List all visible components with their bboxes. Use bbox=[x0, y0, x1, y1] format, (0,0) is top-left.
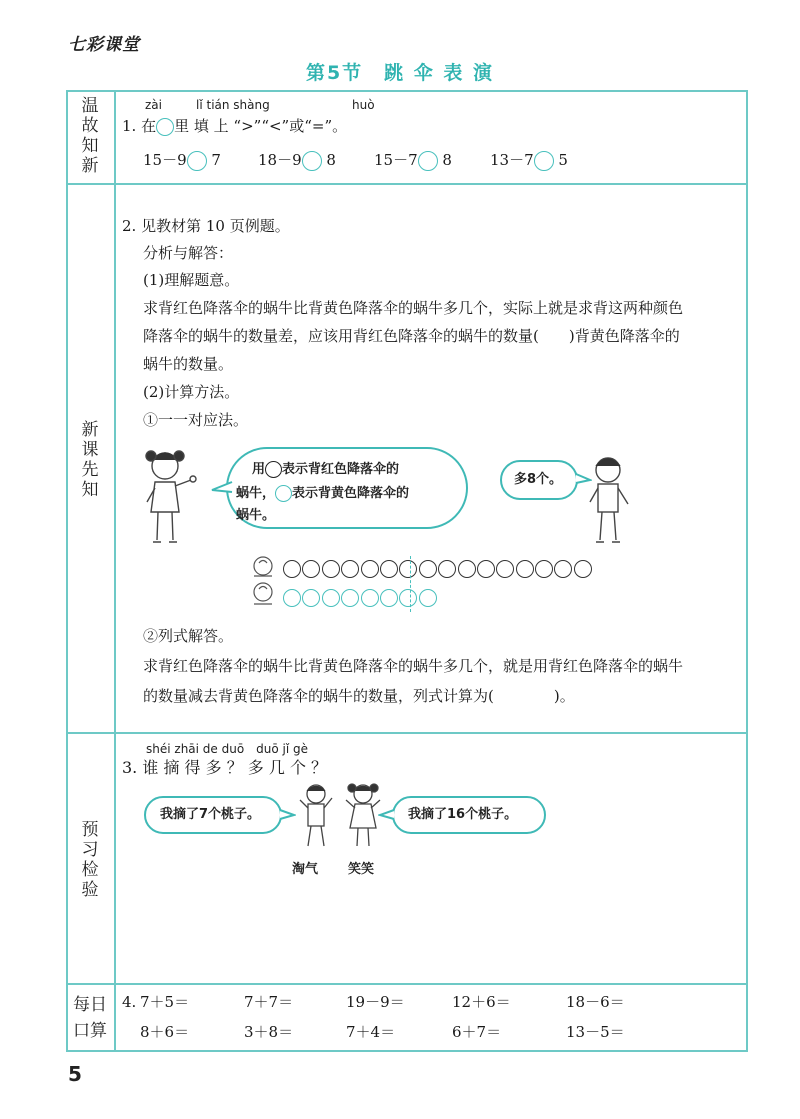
red-snail-circle bbox=[380, 560, 398, 578]
red-snail-circle bbox=[535, 560, 553, 578]
compare-item-2: 18－9 8 bbox=[258, 151, 336, 169]
yellow-snail-circle bbox=[361, 589, 379, 607]
yellow-circle-row bbox=[283, 589, 438, 611]
taoqi-speech: 我摘了7个桃子。 bbox=[160, 807, 261, 822]
math-item: 7＋5＝ bbox=[140, 993, 190, 1011]
question-4-number: 4. bbox=[122, 993, 137, 1011]
paragraph-line: 的数量减去背黄色降落伞的蜗牛的数量，列式计算为( )。 bbox=[143, 687, 575, 705]
circle-placeholder bbox=[156, 118, 174, 136]
bubble-right-text: 多8个。 bbox=[514, 472, 563, 487]
bubble-line-2: 蜗牛， 表示背黄色降落伞的 bbox=[236, 486, 410, 501]
answer-circle[interactable] bbox=[418, 151, 438, 171]
step-2-heading: (2)计算方法。 bbox=[143, 383, 240, 401]
method-one-to-one: ①一一对应法。 bbox=[143, 411, 249, 429]
xiaoxiao-speech: 我摘了16个桃子。 bbox=[408, 807, 518, 822]
row-divider bbox=[66, 732, 748, 734]
section-label-review: 温 故 知 新 bbox=[81, 96, 99, 176]
red-snail-circle bbox=[516, 560, 534, 578]
red-snail-circle bbox=[283, 560, 301, 578]
bubble-tail bbox=[278, 808, 296, 822]
red-snail-circle bbox=[322, 560, 340, 578]
math-item: 19－9＝ bbox=[346, 993, 405, 1011]
compare-item-1: 15－9 7 bbox=[143, 151, 221, 169]
section-title: 第5节 跳 伞 表 演 bbox=[305, 62, 495, 84]
name-label-taoqi: 淘气 bbox=[292, 862, 319, 877]
step-1-heading: (1)理解题意。 bbox=[143, 271, 240, 289]
red-snail-circle bbox=[302, 560, 320, 578]
paragraph-line: 求背红色降落伞的蜗牛比背黄色降落伞的蜗牛多几个，实际上就是求背这两种颜色 bbox=[143, 299, 684, 317]
answer-circle[interactable] bbox=[187, 151, 207, 171]
math-item: 3＋8＝ bbox=[244, 1023, 294, 1041]
boy-illustration bbox=[584, 452, 634, 548]
analysis-heading: 分析与解答： bbox=[143, 244, 234, 262]
yellow-snail-circle bbox=[419, 589, 437, 607]
bubble-tail bbox=[378, 808, 396, 822]
math-item: 7＋7＝ bbox=[244, 993, 294, 1011]
red-snail-circle bbox=[554, 560, 572, 578]
red-snail-circle bbox=[496, 560, 514, 578]
bubble-line-3: 蜗牛。 bbox=[236, 508, 276, 523]
dashed-divider bbox=[410, 556, 411, 612]
red-snail-circle bbox=[574, 560, 592, 578]
yellow-snail-circle bbox=[302, 589, 320, 607]
compare-item-4: 13－7 5 bbox=[490, 151, 568, 169]
question-3: 3. 谁 摘 得 多 ？ 多 几 个 ？ bbox=[122, 758, 328, 777]
math-item: 13－5＝ bbox=[566, 1023, 625, 1041]
name-label-xiaoxiao: 笑笑 bbox=[348, 862, 375, 877]
answer-circle[interactable] bbox=[302, 151, 322, 171]
yellow-snail-circle bbox=[380, 589, 398, 607]
red-circle-row bbox=[283, 560, 593, 582]
paragraph-line: 求背红色降落伞的蜗牛比背黄色降落伞的蜗牛多几个，就是用背红色降落伞的蜗牛 bbox=[143, 657, 684, 675]
yellow-snail-circle bbox=[322, 589, 340, 607]
section-label-daily-mental-math: 每日 口算 bbox=[73, 995, 107, 1041]
pinyin-zai: zài bbox=[145, 98, 162, 112]
question-1: 1. 在 里 填 上 “>”“<”或“=”。 bbox=[122, 117, 348, 135]
red-snail-circle bbox=[399, 560, 417, 578]
red-snail-circle bbox=[341, 560, 359, 578]
question-2: 2. 见教材第 10 页例题。 bbox=[122, 217, 290, 235]
math-item: 6＋7＝ bbox=[452, 1023, 502, 1041]
step-3-heading: ②列式解答。 bbox=[143, 627, 234, 645]
red-snail-circle bbox=[458, 560, 476, 578]
compare-item-3: 15－7 8 bbox=[374, 151, 452, 169]
yellow-snail-circle bbox=[399, 589, 417, 607]
row-divider bbox=[66, 183, 748, 185]
column-divider bbox=[114, 90, 116, 1052]
pinyin-q3: shéi zhāi de duō duō jǐ gè bbox=[146, 742, 309, 756]
brand-logo: 七彩课堂 bbox=[68, 35, 140, 55]
math-item: 8＋6＝ bbox=[140, 1023, 190, 1041]
math-item: 18－6＝ bbox=[566, 993, 625, 1011]
red-snail-circle bbox=[438, 560, 456, 578]
pinyin-li-tian-shang: lǐ tián shàng bbox=[196, 98, 270, 112]
red-snail-circle bbox=[361, 560, 379, 578]
answer-circle[interactable] bbox=[534, 151, 554, 171]
bubble-line-1: 用 表示背红色降落伞的 bbox=[252, 462, 400, 477]
bubble-tail bbox=[210, 480, 234, 496]
row-divider bbox=[66, 983, 748, 985]
page-number: 5 bbox=[68, 1062, 82, 1086]
snail-icon bbox=[248, 552, 278, 610]
paragraph-line: 降落伞的蜗牛的数量差，应该用背红色降落伞的蜗牛的数量( )背黄色降落伞的 bbox=[143, 327, 680, 345]
red-snail-circle bbox=[477, 560, 495, 578]
pinyin-huo: huò bbox=[352, 98, 375, 112]
yellow-circle-icon bbox=[275, 485, 292, 502]
girl-illustration bbox=[143, 446, 199, 550]
math-item: 12＋6＝ bbox=[452, 993, 511, 1011]
section-label-preview-check: 预 习 检 验 bbox=[81, 820, 99, 900]
red-snail-circle bbox=[419, 560, 437, 578]
yellow-snail-circle bbox=[283, 589, 301, 607]
section-label-new-lesson: 新 课 先 知 bbox=[81, 420, 99, 500]
paragraph-line: 蜗牛的数量。 bbox=[143, 355, 234, 373]
taoqi-illustration bbox=[296, 782, 336, 854]
math-item: 7＋4＝ bbox=[346, 1023, 396, 1041]
yellow-snail-circle bbox=[341, 589, 359, 607]
red-circle-icon bbox=[265, 461, 282, 478]
